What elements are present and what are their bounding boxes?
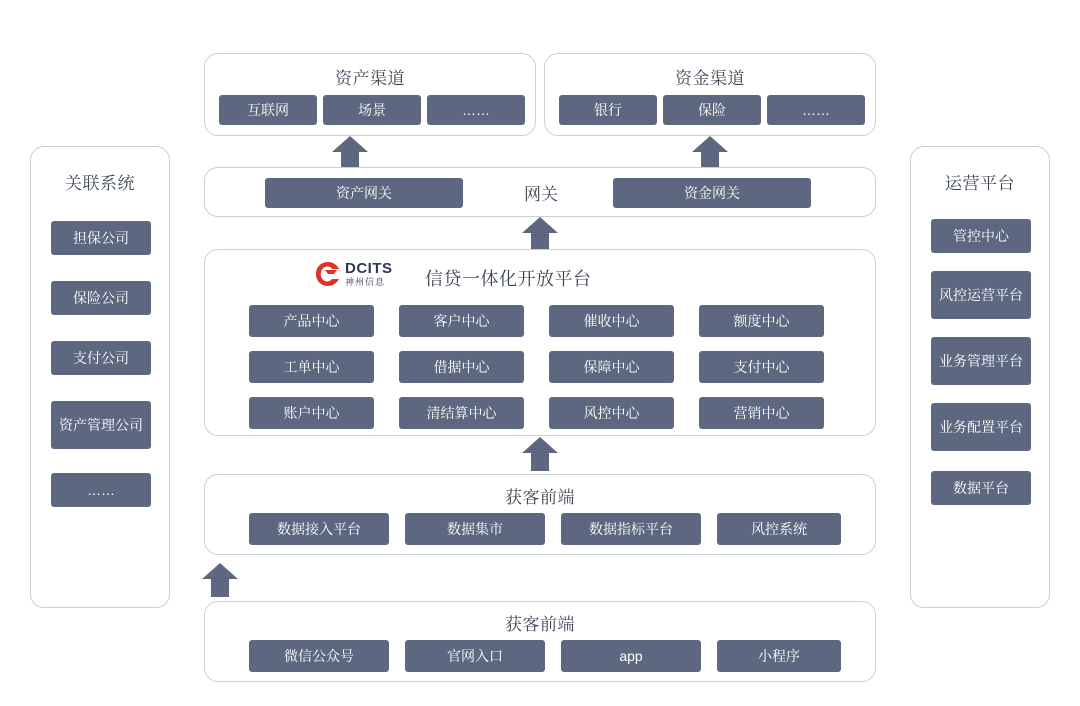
panel-core-platform xyxy=(204,249,876,436)
platform-cell-2-0[interactable]: 账户中心 xyxy=(249,397,374,429)
asset-channel-item-2[interactable]: …… xyxy=(427,95,525,125)
fund-channel-title: 资金渠道 xyxy=(675,69,745,88)
asset-channel-item-0[interactable]: 互联网 xyxy=(219,95,317,125)
panel-fund-channel xyxy=(544,53,876,136)
data-layer-item-3[interactable]: 风控系统 xyxy=(717,513,841,545)
panel-operations xyxy=(910,146,1050,608)
right-panel-item-3[interactable]: 业务配置平台 xyxy=(931,403,1031,451)
platform-cell-0-1[interactable]: 客户中心 xyxy=(399,305,524,337)
front-layer-item-2[interactable]: app xyxy=(561,640,701,672)
panel-front-layer xyxy=(204,601,876,682)
platform-cell-1-3[interactable]: 支付中心 xyxy=(699,351,824,383)
arrow-fund-gateway-up xyxy=(690,136,730,170)
data-layer-item-0[interactable]: 数据接入平台 xyxy=(249,513,389,545)
asset-channel-item-1[interactable]: 场景 xyxy=(323,95,421,125)
gateway-item-fund[interactable]: 资金网关 xyxy=(613,178,811,208)
platform-cell-1-1[interactable]: 借据中心 xyxy=(399,351,524,383)
platform-cell-1-0[interactable]: 工单中心 xyxy=(249,351,374,383)
left-panel-item-4[interactable]: …… xyxy=(51,473,151,507)
left-panel-title: 关联系统 xyxy=(65,174,135,193)
panel-data-layer xyxy=(204,474,876,555)
left-panel-item-2[interactable]: 支付公司 xyxy=(51,341,151,375)
data-layer-item-2[interactable]: 数据指标平台 xyxy=(561,513,701,545)
platform-cell-2-3[interactable]: 营销中心 xyxy=(699,397,824,429)
fund-channel-item-2[interactable]: …… xyxy=(767,95,865,125)
front-layer-title: 获客前端 xyxy=(505,615,575,634)
dcits-logo xyxy=(315,261,393,287)
dcits-logo-mark xyxy=(315,261,341,287)
panel-asset-channel xyxy=(204,53,536,136)
front-layer-item-3[interactable]: 小程序 xyxy=(717,640,841,672)
dcits-logo-en: DCITS xyxy=(345,260,393,277)
fund-channel-item-1[interactable]: 保险 xyxy=(663,95,761,125)
gateway-item-asset[interactable]: 资产网关 xyxy=(265,178,463,208)
left-panel-item-0[interactable]: 担保公司 xyxy=(51,221,151,255)
gateway-label: 网关 xyxy=(524,185,558,204)
asset-channel-title: 资产渠道 xyxy=(335,69,405,88)
panel-gateway xyxy=(204,167,876,217)
platform-cell-1-2[interactable]: 保障中心 xyxy=(549,351,674,383)
left-panel-item-1[interactable]: 保险公司 xyxy=(51,281,151,315)
platform-cell-0-0[interactable]: 产品中心 xyxy=(249,305,374,337)
platform-title: 信贷一体化开放平台 xyxy=(425,269,592,289)
right-panel-item-4[interactable]: 数据平台 xyxy=(931,471,1031,505)
data-layer-title: 获客前端 xyxy=(505,488,575,507)
arrow-platform-to-gateway xyxy=(520,217,560,251)
data-layer-item-1[interactable]: 数据集市 xyxy=(405,513,545,545)
platform-cell-0-3[interactable]: 额度中心 xyxy=(699,305,824,337)
right-panel-item-0[interactable]: 管控中心 xyxy=(931,219,1031,253)
right-panel-item-1[interactable]: 风控运营平台 xyxy=(931,271,1031,319)
panel-related-systems xyxy=(30,146,170,608)
right-panel-title: 运营平台 xyxy=(945,174,1015,193)
front-layer-item-0[interactable]: 微信公众号 xyxy=(249,640,389,672)
fund-channel-item-0[interactable]: 银行 xyxy=(559,95,657,125)
platform-cell-2-1[interactable]: 清结算中心 xyxy=(399,397,524,429)
arrow-asset-gateway-up xyxy=(330,136,370,170)
left-panel-item-3[interactable]: 资产管理公司 xyxy=(51,401,151,449)
front-layer-item-1[interactable]: 官网入口 xyxy=(405,640,545,672)
dcits-logo-cn: 神州信息 xyxy=(345,277,386,287)
right-panel-item-2[interactable]: 业务管理平台 xyxy=(931,337,1031,385)
platform-cell-0-2[interactable]: 催收中心 xyxy=(549,305,674,337)
arrow-data-to-platform xyxy=(520,437,560,471)
platform-cell-2-2[interactable]: 风控中心 xyxy=(549,397,674,429)
arrow-front-to-data xyxy=(200,563,240,597)
